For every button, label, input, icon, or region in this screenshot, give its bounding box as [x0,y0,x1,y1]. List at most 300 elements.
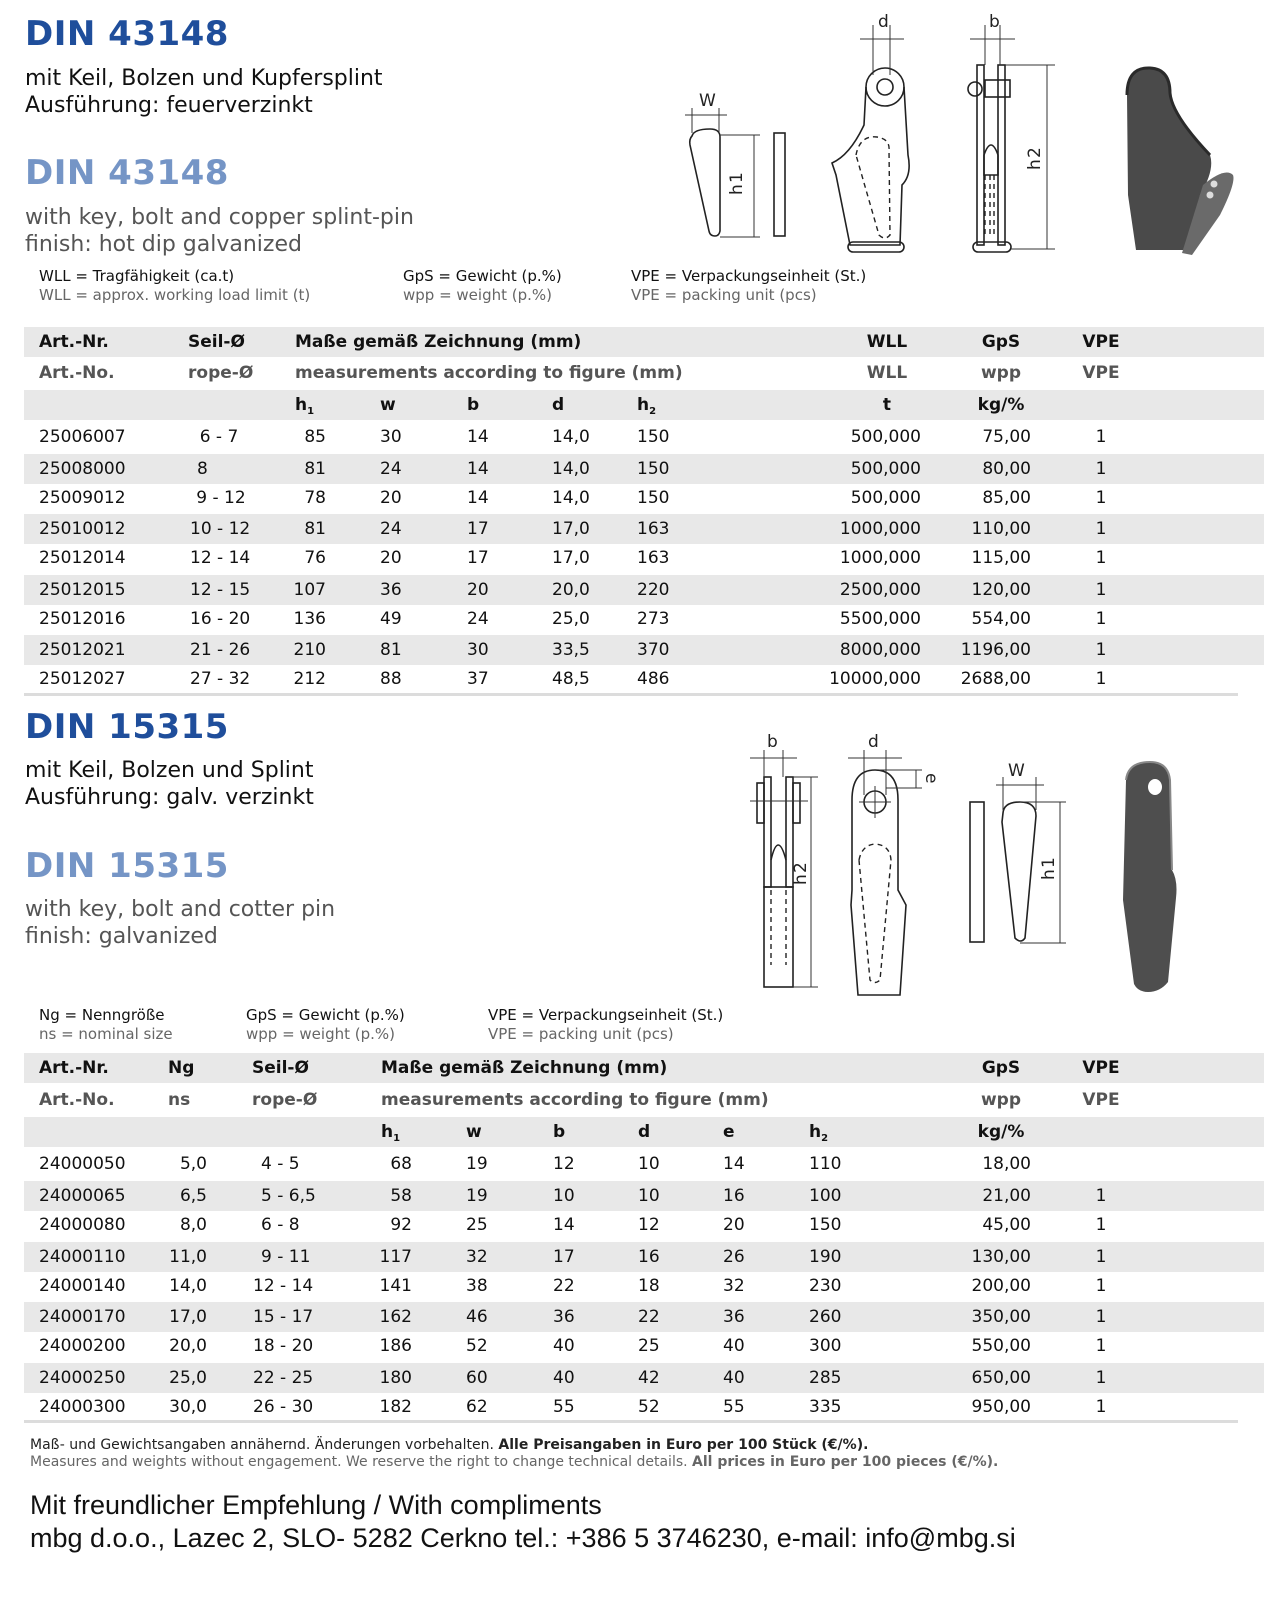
cell-h1: 58 [390,1186,412,1206]
cell-vpe: 1 [1095,459,1107,479]
cell-ng: 11,0 [169,1247,207,1267]
cell-art: 24000110 [39,1247,126,1267]
cell-h1: 136 [293,609,326,629]
cell-h1: 141 [379,1276,412,1296]
cell-b: 20 [467,580,489,600]
cell-b: 40 [553,1368,575,1388]
legend-de: VPE = Verpackungseinheit (St.) [488,1006,724,1024]
table-header-row-en [24,358,1264,388]
cell-rope: 10 - 12 [190,519,251,539]
legend-de: VPE = Verpackungseinheit (St.) [631,267,867,285]
cell-w: 88 [380,669,402,689]
col-header-ng: Ng [168,1058,195,1078]
cell-vpe: 1 [1095,427,1107,447]
cell-d: 42 [638,1368,660,1388]
cell-art: 25012015 [39,580,126,600]
cell-wll: 500,000 [850,427,921,447]
col-header-measurements-en: measurements according to figure (mm) [381,1090,769,1110]
col-unit-h1: $h_1$ [295,395,315,417]
col-header-ns: ns [168,1090,191,1110]
cell-art: 25012014 [39,548,126,568]
col-unit-h2: $h_2$ [809,1122,829,1144]
cell-h1: 182 [379,1397,412,1417]
cell-gps: 1196,00 [960,640,1031,660]
legend-item [39,1006,173,1044]
cell-b: 37 [467,669,489,689]
cell-gps: 18,00 [982,1154,1031,1174]
cell-rope: 12 - 15 [190,580,251,600]
cell-e: 40 [723,1368,745,1388]
cell-rope: 26 - 30 [253,1397,314,1417]
cell-gps: 85,00 [982,488,1031,508]
technical-drawing-din-15315 [740,720,1260,1000]
cell-wll: 8000,000 [839,640,921,660]
cell-w: 32 [466,1247,488,1267]
cell-gps: 350,00 [971,1307,1031,1327]
table-row [24,483,1264,513]
svg-text:h: h [727,184,747,195]
table-row [24,575,1264,605]
cell-rope: 4 - 5 [261,1154,300,1174]
cell-e: 14 [723,1154,745,1174]
cell-gps: 2688,00 [960,669,1031,689]
cell-vpe: 1 [1095,669,1107,689]
cell-h1: 210 [293,640,326,660]
col-header-vpe: VPE [1082,1058,1120,1078]
cell-ng: 6,5 [179,1186,207,1206]
section-title-en: DIN 15315 [25,846,229,886]
legend-item [246,1006,405,1044]
legend-de: Ng = Nenngröße [39,1006,165,1024]
col-header-measurements: Maße gemäß Zeichnung (mm) [295,332,582,352]
cell-vpe: 1 [1095,488,1107,508]
legend-item [631,267,866,305]
cell-art: 25012021 [39,640,126,660]
svg-text:W: W [699,91,716,111]
cell-w: 24 [380,459,402,479]
cell-h1: 76 [304,548,326,568]
cell-d: 14,0 [552,427,590,447]
cell-gps: 115,00 [971,548,1031,568]
description-de [25,65,383,119]
legend-de: GpS = Gewicht (p.%) [403,267,562,285]
description-de-line: mit Keil, Bolzen und Splint [25,758,314,783]
cell-ng: 8,0 [179,1215,207,1235]
compliments-line: Mit freundlicher Empfehlung / With compliments [30,1490,602,1520]
cell-rope: 16 - 20 [190,609,251,629]
col-header-vpe: VPE [1082,332,1120,352]
product-photo-din-15315 [1123,762,1177,992]
specs-table-din-15315 [24,1053,1238,1423]
cell-wll: 5500,000 [839,609,921,629]
cell-vpe: 1 [1095,1368,1107,1388]
cell-ng: 20,0 [169,1336,207,1356]
col-header-art-no: Art.-No. [39,363,115,383]
cell-gps: 110,00 [971,519,1031,539]
legend-en: VPE = packing unit (pcs) [488,1025,674,1043]
socket-front-drawing [968,12,1055,252]
svg-text:2: 2 [1025,147,1045,158]
svg-text:h: h [1039,869,1059,880]
cell-d: 52 [638,1397,660,1417]
description-en-line: with key, bolt and copper splint-pin [25,205,414,230]
cell-art: 24000050 [39,1154,126,1174]
cell-b: 30 [467,640,489,660]
table-row [24,543,1264,573]
col-unit-b: b [553,1122,566,1142]
cell-rope: 22 - 25 [253,1368,314,1388]
description-en-line: with key, bolt and cotter pin [25,897,336,922]
cell-d: 12 [638,1215,660,1235]
cell-ng: 25,0 [169,1368,207,1388]
cell-h1: 78 [304,488,326,508]
technical-drawing-din-43148 [680,5,1260,265]
note-de: Maß- und Gewichtsangaben annähernd. Änderungen vorbehalten. Alle Preisangaben in Euro per 100 Stück (€/%). [30,1437,869,1453]
cell-h1: 85 [304,427,326,447]
cell-vpe: 1 [1095,1307,1107,1327]
table-row [24,635,1264,665]
legend-de: GpS = Gewicht (p.%) [246,1006,405,1024]
cell-gps: 650,00 [971,1368,1031,1388]
col-unit-h2: $h_2$ [637,395,657,417]
cell-ng: 30,0 [169,1397,207,1417]
cell-gps: 554,00 [971,609,1031,629]
cell-b: 14 [467,427,489,447]
cell-b: 14 [553,1215,575,1235]
company-contact: mbg d.o.o., Lazec 2, SLO- 5282 Cerkno tel.: +386 5 3746230, e-mail: info@mbg.si [30,1523,1016,1553]
cell-d: 25,0 [552,609,590,629]
table-row [24,422,1264,452]
legend-item [403,267,562,305]
svg-text:W: W [1008,761,1025,781]
cell-e: 20 [723,1215,745,1235]
cell-gps: 21,00 [982,1186,1031,1206]
cell-w: 52 [466,1336,488,1356]
cell-d: 10 [638,1186,660,1206]
legend-item [39,267,310,305]
cell-vpe [1081,1149,1121,1179]
cell-vpe: 1 [1095,1276,1107,1296]
cell-h1: 162 [379,1307,412,1327]
cell-d: 48,5 [552,669,590,689]
finish-en-line: finish: galvanized [25,924,218,949]
cell-d: 33,5 [552,640,590,660]
cell-vpe: 1 [1095,1397,1107,1417]
cell-wll: 500,000 [850,488,921,508]
svg-text:b: b [989,12,1000,32]
cell-wll: 2500,000 [839,580,921,600]
svg-text:1: 1 [727,172,747,183]
cell-gps: 80,00 [982,459,1031,479]
legend-en: WLL = approx. working load limit (t) [39,286,311,304]
table-row [24,1149,1264,1179]
cell-w: 46 [466,1307,488,1327]
cell-wll: 500,000 [850,459,921,479]
col-header-wpp: wpp [980,363,1022,383]
cell-d: 14,0 [552,459,590,479]
cell-art: 24000080 [39,1215,126,1235]
wedge-profile-drawing [774,133,785,236]
cell-w: 36 [380,580,402,600]
cell-art: 24000170 [39,1307,126,1327]
svg-text:d: d [878,12,889,32]
cell-h2: 100 [809,1186,842,1206]
cell-e: 32 [723,1276,745,1296]
description-de [25,757,314,811]
description-en [25,896,335,950]
finish-en-line: finish: hot dip galvanized [25,232,302,257]
cell-h2: 150 [637,488,670,508]
footer-notes [30,1437,1260,1470]
col-unit-e: e [723,1122,735,1142]
table-header-row-en [24,1085,1264,1115]
cell-vpe: 1 [1095,519,1107,539]
cell-gps: 200,00 [971,1276,1031,1296]
cell-h2: 486 [637,669,670,689]
cell-gps: 45,00 [982,1215,1031,1235]
cell-h2: 300 [809,1336,842,1356]
description-en [25,204,414,258]
col-header-gps: GpS [981,1058,1021,1078]
cell-e: 16 [723,1186,745,1206]
cell-b: 24 [467,609,489,629]
socket-front-drawing [750,732,818,987]
col-header-wll: WLL [866,332,908,352]
cell-b: 14 [467,459,489,479]
cell-d: 25 [638,1336,660,1356]
table-row [24,514,1264,544]
col-header-vpe-en: VPE [1082,363,1120,383]
legend-en: ns = nominal size [39,1025,173,1043]
cell-h2: 273 [637,609,670,629]
cell-rope: 9 - 11 [261,1247,311,1267]
col-header-vpe-en: VPE [1082,1090,1120,1110]
col-unit-wll: t [882,395,892,415]
col-unit-w: w [466,1122,482,1142]
socket-side-drawing [848,732,941,995]
table-row [24,1302,1264,1332]
col-header-rope: Seil-Ø [252,1058,309,1078]
cell-h1: 81 [304,519,326,539]
cell-vpe: 1 [1095,1215,1107,1235]
cell-art: 25010012 [39,519,126,539]
cell-vpe: 1 [1095,1186,1107,1206]
cell-art: 24000065 [39,1186,126,1206]
cell-w: 25 [466,1215,488,1235]
col-unit-gps: kg/% [977,1122,1025,1142]
cell-w: 62 [466,1397,488,1417]
wedge-drawing [996,761,1066,943]
cell-w: 60 [466,1368,488,1388]
cell-h1: 180 [379,1368,412,1388]
finish-de-line: Ausführung: feuerverzinkt [25,93,313,118]
cell-h1: 107 [293,580,326,600]
cell-art: 24000300 [39,1397,126,1417]
svg-text:h: h [1025,159,1045,170]
cell-b: 10 [553,1186,575,1206]
cell-b: 36 [553,1307,575,1327]
cell-wll: 1000,000 [839,548,921,568]
cell-b: 22 [553,1276,575,1296]
wedge-drawing [685,91,760,237]
table-units-row [24,1117,1264,1147]
cell-vpe: 1 [1095,640,1107,660]
cell-art: 25012016 [39,609,126,629]
cell-h2: 370 [637,640,670,660]
cell-gps: 120,00 [971,580,1031,600]
cell-rope: 8 [197,459,208,479]
cell-rope: 6 - 7 [199,427,239,447]
cell-d: 18 [638,1276,660,1296]
abbreviation-legend [39,267,939,307]
col-header-art-no: Art.-No. [39,1090,115,1110]
section-title-de: DIN 43148 [25,14,229,54]
cell-w: 24 [380,519,402,539]
table-row [24,1242,1264,1272]
cell-d: 10 [638,1154,660,1174]
cell-ng: 14,0 [169,1276,207,1296]
legend-de: WLL = Tragfähigkeit (ca.t) [39,267,235,285]
col-header-rope-en: rope-Ø [188,363,254,383]
table-row [24,604,1264,634]
cell-b: 17 [467,519,489,539]
section-title-de: DIN 15315 [25,707,229,747]
cell-vpe: 1 [1095,609,1107,629]
col-header-wll-en: WLL [866,363,908,383]
cell-b: 12 [553,1154,575,1174]
cell-rope: 9 - 12 [196,488,246,508]
table-row [24,1271,1264,1301]
cell-h2: 150 [637,427,670,447]
table-row [24,1181,1264,1211]
cell-vpe: 1 [1095,580,1107,600]
cell-w: 38 [466,1276,488,1296]
cell-rope: 15 - 17 [253,1307,314,1327]
cell-d: 16 [638,1247,660,1267]
table-header-row-de [24,1053,1264,1083]
cell-d: 20,0 [552,580,590,600]
cell-vpe: 1 [1095,1247,1107,1267]
table-row [24,1363,1264,1393]
cell-rope: 12 - 14 [190,548,251,568]
col-unit-gps: kg/% [977,395,1025,415]
description-de-line: mit Keil, Bolzen und Kupfersplint [25,66,383,91]
svg-text:1: 1 [1039,857,1059,868]
cell-h1: 92 [390,1215,412,1235]
table-row [24,1392,1264,1422]
cell-w: 49 [380,609,402,629]
cell-rope: 21 - 26 [190,640,251,660]
cell-h2: 150 [809,1215,842,1235]
cell-gps: 550,00 [971,1336,1031,1356]
table-row [24,664,1264,694]
cell-d: 17,0 [552,548,590,568]
svg-text:e: e [921,773,941,784]
finish-de-line: Ausführung: galv. verzinkt [25,785,314,810]
cell-vpe: 1 [1095,548,1107,568]
cell-ng: 17,0 [169,1307,207,1327]
col-unit-b: b [467,395,480,415]
cell-w: 30 [380,427,402,447]
cell-art: 24000250 [39,1368,126,1388]
cell-wll: 10000,000 [829,669,921,689]
cell-h2: 163 [637,519,670,539]
cell-h2: 110 [809,1154,842,1174]
legend-en: wpp = weight (p.%) [246,1025,396,1043]
cell-rope: 6 - 8 [261,1215,300,1235]
cell-b: 17 [467,548,489,568]
col-unit-d: d [552,395,565,415]
cell-b: 40 [553,1336,575,1356]
cell-d: 22 [638,1307,660,1327]
cell-art: 24000140 [39,1276,126,1296]
product-photo-din-43148 [1127,68,1233,255]
cell-rope: 18 - 20 [253,1336,314,1356]
cell-h2: 285 [809,1368,842,1388]
cell-h1: 212 [293,669,326,689]
cell-d: 17,0 [552,519,590,539]
svg-text:d: d [868,732,879,752]
cell-art: 25012027 [39,669,126,689]
col-header-art-nr: Art.-Nr. [39,332,109,352]
wedge-profile-drawing [970,802,984,942]
section-divider [24,1420,1238,1423]
legend-item [488,1006,723,1044]
cell-e: 26 [723,1247,745,1267]
col-header-measurements-en: measurements according to figure (mm) [295,363,683,383]
cell-w: 20 [380,548,402,568]
abbreviation-legend [39,1006,799,1046]
svg-text:2: 2 [791,862,811,873]
table-units-row [24,390,1264,420]
svg-text:b: b [767,732,778,752]
col-header-gps: GpS [981,332,1021,352]
legend-en: VPE = packing unit (pcs) [631,286,817,304]
legend-en: wpp = weight (p.%) [403,286,553,304]
cell-h2: 190 [809,1247,842,1267]
cell-rope: 27 - 32 [190,669,251,689]
cell-h2: 230 [809,1276,842,1296]
col-unit-h1: $h_1$ [381,1122,401,1144]
cell-art: 25009012 [39,488,126,508]
cell-h1: 117 [379,1247,412,1267]
note-en: Measures and weights without engagement. We reserve the right to change technical details. All prices in Euro per 100 pieces (€/%). [30,1454,999,1470]
cell-h2: 163 [637,548,670,568]
cell-vpe: 1 [1095,1336,1107,1356]
cell-b: 55 [553,1397,575,1417]
col-header-rope: Seil-Ø [188,332,245,352]
col-unit-w: w [380,395,396,415]
socket-side-drawing [832,12,909,252]
cell-rope: 5 - 6,5 [261,1186,316,1206]
cell-e: 40 [723,1336,745,1356]
cell-b: 14 [467,488,489,508]
cell-d: 14,0 [552,488,590,508]
cell-h1: 186 [379,1336,412,1356]
cell-h2: 335 [809,1397,842,1417]
cell-b: 17 [553,1247,575,1267]
col-header-art-nr: Art.-Nr. [39,1058,109,1078]
cell-h2: 260 [809,1307,842,1327]
cell-wll: 1000,000 [839,519,921,539]
section-title-en: DIN 43148 [25,153,229,193]
cell-gps: 75,00 [982,427,1031,447]
cell-e: 36 [723,1307,745,1327]
cell-e: 55 [723,1397,745,1417]
cell-art: 25008000 [39,459,126,479]
cell-rope: 12 - 14 [253,1276,314,1296]
cell-w: 20 [380,488,402,508]
